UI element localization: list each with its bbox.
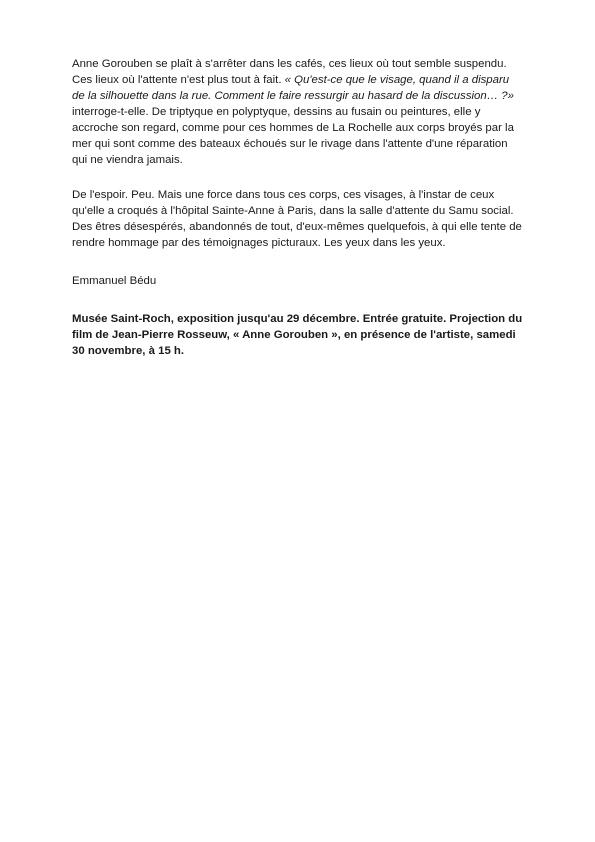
paragraph-intro bbox=[72, 56, 524, 168]
article-body bbox=[72, 56, 524, 359]
paragraph-spacer bbox=[72, 289, 524, 311]
artist-quote: « Qu'est-ce que le visage, quand il a disparu de la silhouette dans la rue. Comment le faire ressurgir au hasard de la discussion… ?» bbox=[72, 74, 514, 102]
paragraph-spacer bbox=[72, 251, 524, 273]
paragraph-spacer bbox=[72, 168, 524, 187]
exhibition-info: Musée Saint-Roch, exposition jusqu'au 29 décembre. Entrée gratuite. Projection du film de Jean-Pierre Rosseuw, « Anne Gorouben », en présence de l'artiste, samedi 30 novembre, à 15 h. bbox=[72, 313, 523, 357]
paragraph-intro-text-end: interroge-t-elle. De triptyque en polyptyque, dessins au fusain ou peintures, elle y accroche son regard, comme pour ces hommes de La Rochelle aux corps broyés par la mer qui sont comme des bateaux échoués sur le rivage dans l'attente d'une réparation qui ne viendra jamais. bbox=[72, 106, 514, 166]
author-signature: Emmanuel Bédu bbox=[72, 275, 157, 287]
paragraph-hope: De l'espoir. Peu. Mais une force dans tous ces corps, ces visages, à l'instar de ceux qu'elle a croqués à l'hôpital Sainte-Anne à Paris, dans la salle d'attente du Samu social. Des êtres désespérés, abandonnés de tout, d'eux-mêmes quelquefois, à qui elle tente de rendre hommage par des témoignages picturaux. Les yeux dans les yeux. bbox=[72, 189, 522, 249]
paragraph-intro-text-start: Anne Gorouben se plaît à s'arrêter dans les cafés, ces lieux où tout semble suspendu. Ces lieux où l'attente n'est plus tout à fait. bbox=[72, 58, 507, 86]
